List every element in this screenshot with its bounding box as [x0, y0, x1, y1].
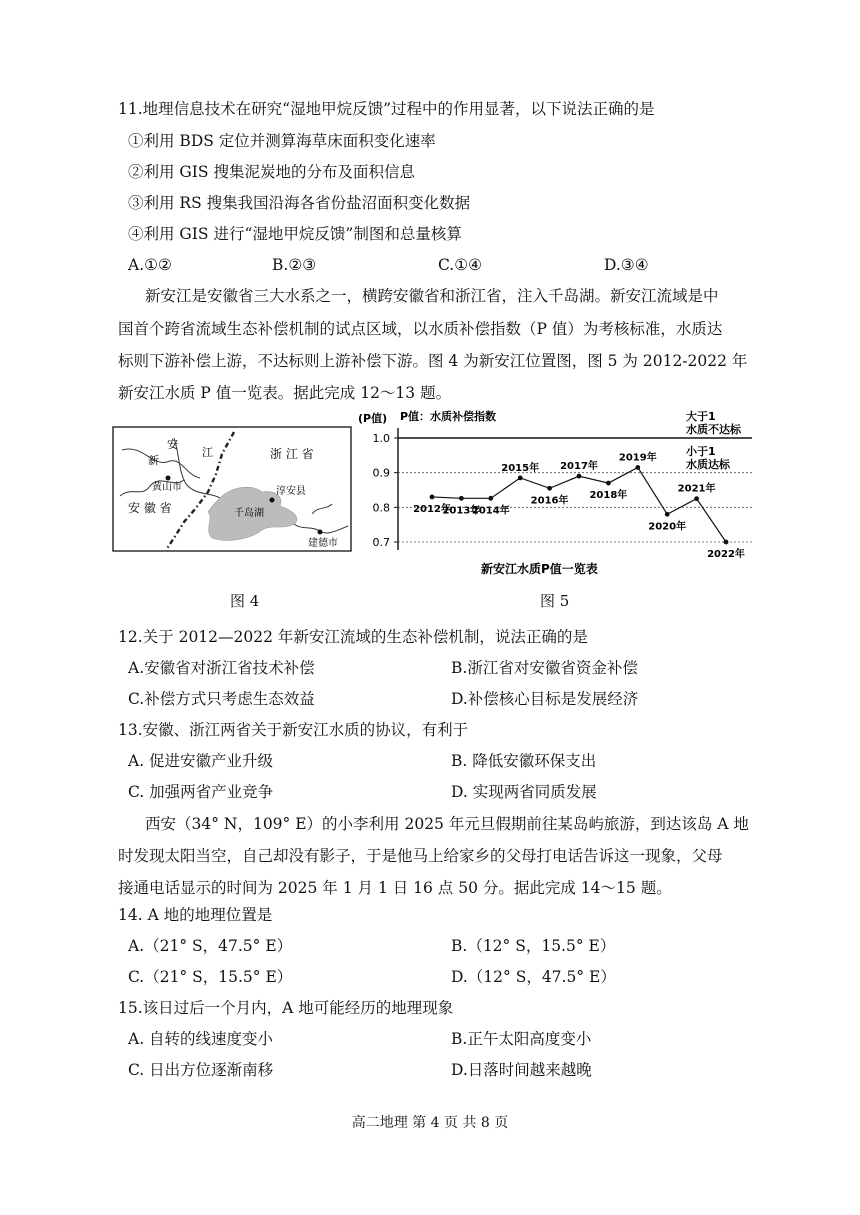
figure5-caption: 图 5	[540, 592, 570, 610]
q13-option-a: A. 促进安徽产业升级	[128, 752, 274, 770]
q13-option-c: C. 加强两省产业竞争	[128, 783, 274, 801]
p-value-chart	[356, 406, 776, 582]
map-label-qiandaohu: 千岛湖	[234, 508, 264, 519]
x-label: 2017年	[560, 461, 598, 473]
q11-option-d: D.③④	[604, 256, 649, 274]
map-label-jiang: 江	[202, 446, 213, 459]
threshold-above-1: 大于1	[686, 410, 716, 423]
chart-legend-label: P值：水质补偿指数	[400, 410, 497, 423]
q12-option-c: C.补偿方式只考虑生态效益	[128, 690, 315, 708]
q14-option-c: C.（21° S，15.5° E）	[128, 968, 293, 986]
x-label: 2016年	[530, 495, 569, 507]
threshold-above-2: 水质不达标	[686, 423, 741, 436]
passage1-line-4: 新安江水质 P 值一览表。据此完成 12～13 题。	[118, 384, 452, 402]
q15-option-b: B.正午太阳高度变小	[451, 1030, 592, 1048]
data-point	[606, 481, 611, 486]
map-label-huangshan: 黄山市	[152, 482, 182, 493]
q13-option-d: D. 实现两省同质发展	[451, 783, 597, 801]
q13-option-b: B. 降低安徽环保支出	[451, 752, 597, 770]
jiande-point-icon	[318, 530, 323, 535]
page-footer: 高二地理 第 4 页 共 8 页	[351, 1115, 509, 1131]
y-tick-label: 1.0	[372, 432, 390, 445]
threshold-below-2: 水质达标	[686, 458, 730, 471]
chart-title: 新安江水质P值一览表	[481, 562, 598, 576]
map-label-zhejiang: 浙 江 省	[270, 447, 314, 461]
data-point	[694, 496, 699, 501]
map-label-an: 安	[167, 438, 178, 451]
q12-option-b: B.浙江省对安徽省资金补偿	[451, 659, 638, 677]
x-label: 2015年	[501, 462, 540, 474]
data-point	[724, 540, 729, 545]
q11-option-a: A.①②	[128, 256, 172, 274]
map-figure	[112, 426, 352, 554]
q12-option-d: D.补偿核心目标是发展经济	[451, 690, 639, 708]
passage1-line-1: 新安江是安徽省三大水系之一，横跨安徽省和浙江省，注入千岛湖。新安江流域是中	[145, 287, 719, 305]
x-label: 2021年	[677, 483, 716, 495]
q11-option-c: C.①④	[438, 256, 483, 274]
q13-stem: 13.安徽、浙江两省关于新安江水质的协议，有利于	[118, 721, 469, 739]
q11-item-2: ②利用 GIS 搜集泥炭地的分布及面积信息	[128, 163, 415, 181]
data-point	[430, 495, 435, 500]
q11-item-4: ④利用 GIS 进行“湿地甲烷反馈”制图和总量核算	[128, 225, 462, 243]
q14-option-d: D.（12° S，47.5° E）	[451, 968, 616, 986]
data-point	[547, 486, 552, 491]
y-tick-label: 0.8	[372, 501, 390, 515]
q11-item-1: ①利用 BDS 定位并测算海草床面积变化速率	[128, 132, 436, 150]
data-point	[488, 496, 493, 501]
passage2-line-3: 接通电话显示的时间为 2025 年 1 月 1 日 16 点 50 分。据此完成 14～15 题。	[118, 879, 672, 897]
x-label: 2014年	[471, 505, 510, 517]
y-tick-label: 0.9	[372, 466, 390, 480]
figure4-caption: 图 4	[230, 592, 260, 610]
q12-option-a: A.安徽省对浙江省技术补偿	[128, 659, 315, 677]
x-label: 2012年	[413, 503, 451, 515]
q14-option-a: A.（21° S，47.5° E）	[128, 937, 293, 955]
x-label: 2020年	[648, 521, 687, 533]
q15-option-d: D.日落时间越来越晚	[451, 1061, 592, 1079]
q14-stem: 14. A 地的地理位置是	[118, 906, 273, 924]
q11-stem: 11.地理信息技术在研究“湿地甲烷反馈”过程中的作用显著，以下说法正确的是	[118, 100, 655, 118]
data-point	[635, 465, 640, 470]
q15-option-a: A. 自转的线速度变小	[128, 1030, 274, 1048]
data-point	[577, 474, 582, 479]
passage2-line-1: 西安（34° N，109° E）的小李利用 2025 年元旦假期前往某岛屿旅游，到达该岛 A 地	[145, 815, 749, 833]
map-label-xin: 新	[148, 454, 159, 467]
passage1-line-2: 国首个跨省流域生态补偿机制的试点区域，以水质补偿指数（P 值）为考核标准，水质达	[118, 320, 723, 338]
map-label-chunan: 淳安县	[276, 486, 306, 497]
x-label: 2013年	[442, 505, 481, 517]
chart-ylabel: (P值)	[358, 412, 388, 425]
q14-option-b: B.（12° S，15.5° E）	[451, 937, 616, 955]
y-tick-label: 0.7	[372, 536, 390, 549]
chunan-point-icon	[270, 498, 275, 503]
x-label: 2022年	[707, 549, 745, 560]
data-point	[665, 512, 670, 517]
huangshan-point-icon	[166, 476, 171, 481]
q15-option-c: C. 日出方位逐渐南移	[128, 1061, 274, 1079]
passage1-line-3: 标则下游补偿上游，不达标则上游补偿下游。图 4 为新安江位置图，图 5 为 2012-2022 年	[118, 352, 748, 370]
q12-stem: 12.关于 2012—2022 年新安江流域的生态补偿机制，说法正确的是	[118, 628, 588, 646]
passage2-line-2: 时发现太阳当空，自己却没有影子，于是他马上给家乡的父母打电话告诉这一现象，父母	[118, 847, 723, 865]
x-label: 2019年	[618, 452, 657, 464]
map-label-anhui: 安 徽 省	[128, 501, 172, 515]
q15-stem: 15.该日过后一个月内，A 地可能经历的地理现象	[118, 999, 454, 1017]
threshold-below-1: 小于1	[686, 445, 716, 458]
data-point	[459, 496, 464, 501]
q11-item-3: ③利用 RS 搜集我国沿海各省份盐沼面积变化数据	[128, 194, 471, 212]
x-label: 2018年	[589, 490, 628, 502]
map-label-jiande: 建德市	[308, 538, 338, 549]
data-point	[518, 475, 523, 480]
q11-option-b: B.②③	[272, 256, 317, 274]
